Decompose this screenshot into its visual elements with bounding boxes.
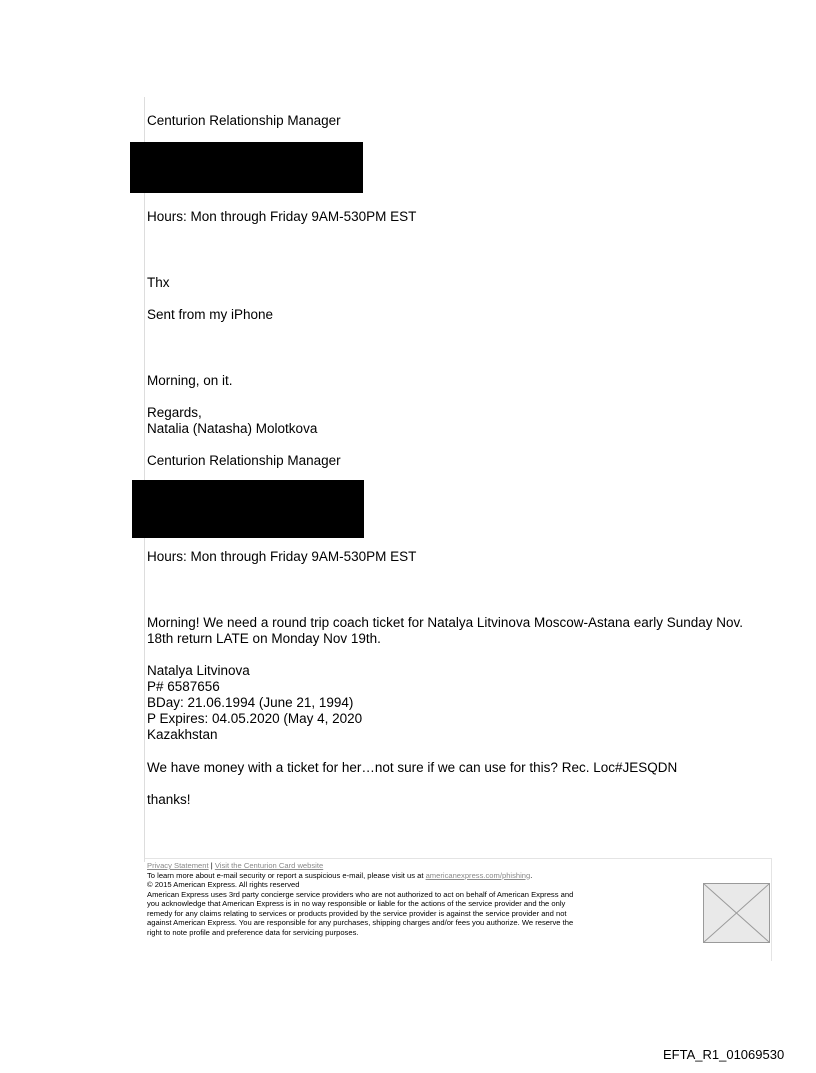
copyright-text: © 2015 American Express. All rights reserved — [147, 880, 300, 889]
redaction-box — [130, 142, 363, 193]
passport-number: P# 6587656 — [147, 679, 220, 694]
relationship-manager-title: Centurion Relationship Manager — [147, 113, 341, 128]
disclaimer-line-1: American Express uses 3rd party concierge service providers who are not authorized to act on behalf of American Express and — [147, 889, 574, 899]
bates-number: EFTA_R1_01069530 — [663, 1047, 785, 1062]
sent-from-text: Sent from my iPhone — [147, 307, 274, 322]
regards-text: Regards, — [147, 405, 202, 420]
relationship-manager-title-2: Centurion Relationship Manager — [147, 453, 341, 468]
footer-separator: | — [210, 861, 213, 870]
disclaimer-line-2: you acknowledge that American Express is in no way responsible or liable for the actions of the service provider and the only — [147, 899, 566, 908]
broken-image-placeholder — [703, 883, 770, 943]
thanks-text: thanks! — [147, 792, 191, 807]
hours-text-2: Hours: Mon through Friday 9AM-530PM EST — [147, 549, 417, 564]
disclaimer-line-5: right to note profile and preference data for servicing purposes. — [147, 927, 359, 937]
hours-text: Hours: Mon through Friday 9AM-530PM EST — [147, 209, 417, 224]
disclaimer-line-3: remedy for any claims relating to services or products provided by the service provider is against the service provider and not — [147, 908, 567, 918]
privacy-statement-link[interactable]: Privacy Statement — [147, 861, 209, 870]
redaction-box-2 — [132, 480, 364, 538]
phishing-link[interactable]: americanexpress.com/phishing — [425, 870, 531, 880]
request-line-2: 18th return LATE on Monday Nov 19th. — [147, 631, 381, 646]
country: Kazakhstan — [147, 727, 218, 742]
security-end: . — [530, 870, 533, 880]
image-placeholder-icon — [704, 884, 769, 942]
disclaimer-line-4: against American Express. You are responsible for any purchases, shipping charges and/or fees you authorize. We reserve the — [147, 918, 574, 927]
passenger-name: Natalya Litvinova — [147, 663, 250, 678]
centurion-card-link[interactable]: Visit the Centurion Card website — [214, 861, 324, 870]
birthday: BDay: 21.06.1994 (June 21, 1994) — [147, 695, 354, 710]
amex-footer — [145, 858, 772, 961]
money-note: We have money with a ticket for her…not sure if we can use for this? Rec. Loc#JESQDN — [147, 760, 678, 775]
signer-name: Natalia (Natasha) Molotkova — [147, 421, 318, 436]
greeting-text: Morning, on it. — [147, 373, 233, 388]
passport-expiry: P Expires: 04.05.2020 (May 4, 2020 — [147, 711, 363, 726]
request-line-1: Morning! We need a round trip coach ticket for Natalya Litvinova Moscow-Astana early Sunday Nov. — [147, 615, 744, 630]
thx-text: Thx — [147, 275, 170, 290]
security-text: To learn more about e-mail security or report a suspicious e-mail, please visit us at — [147, 870, 424, 880]
